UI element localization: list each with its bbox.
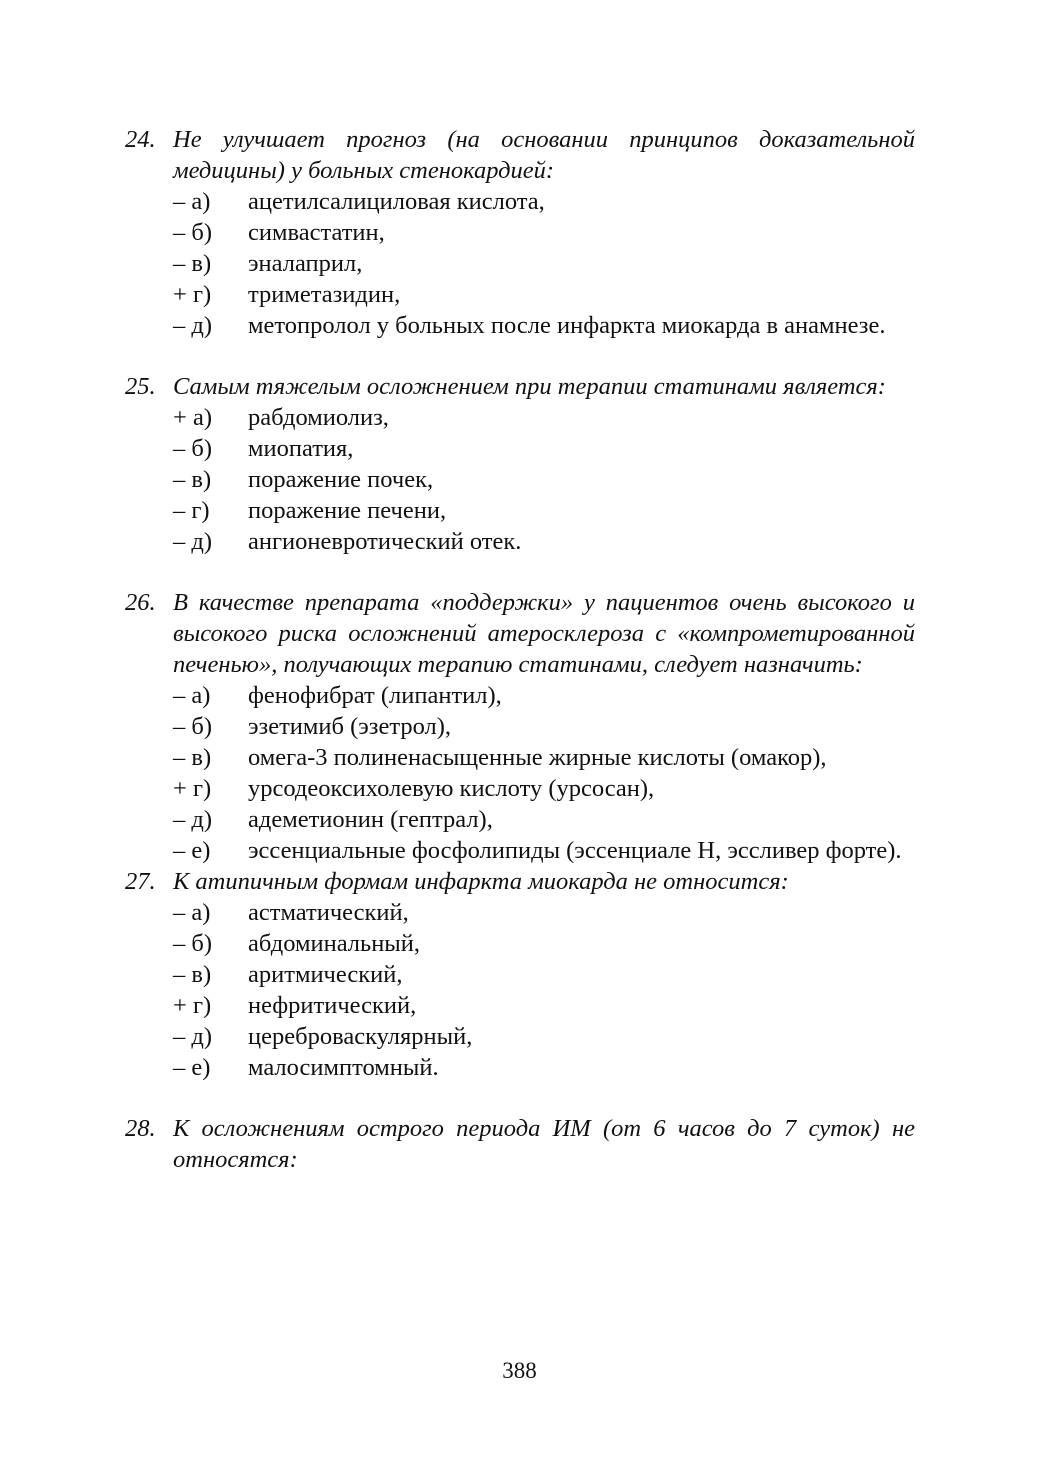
answer-option xyxy=(125,742,915,773)
answer-option xyxy=(125,1021,915,1052)
option-text: адеметионин (гептрал), xyxy=(248,806,493,833)
question-28 xyxy=(125,1113,915,1175)
answer-option xyxy=(125,804,915,835)
question-26 xyxy=(125,587,915,866)
answer-option xyxy=(125,217,915,248)
question-number: 25. xyxy=(125,373,156,400)
option-text: поражение печени, xyxy=(248,497,447,524)
question-stem: Самым тяжелым осложнением при терапии статинами является: xyxy=(173,373,886,400)
option-text: урсодеоксихолевую кислоту (урсосан), xyxy=(248,775,655,802)
question-text xyxy=(125,866,915,897)
option-marker: – е) xyxy=(173,1054,211,1081)
option-marker: – а) xyxy=(173,899,211,926)
option-text: нефритический, xyxy=(248,992,417,1019)
option-text: омега-3 полиненасыщенные жирные кислоты (омакор), xyxy=(248,744,827,771)
answer-option xyxy=(125,711,915,742)
answer-option xyxy=(125,773,915,804)
option-text: малосимптомный. xyxy=(248,1054,439,1081)
option-text: симвастатин, xyxy=(248,219,385,246)
option-marker: + а) xyxy=(173,404,212,431)
answer-options xyxy=(125,186,915,341)
option-marker: – в) xyxy=(173,961,212,988)
option-marker: – е) xyxy=(173,837,211,864)
page-content xyxy=(125,124,915,1175)
option-marker: – б) xyxy=(173,219,212,246)
option-marker: – б) xyxy=(173,713,212,740)
answer-option xyxy=(125,959,915,990)
answer-options xyxy=(125,897,915,1083)
answer-option xyxy=(125,464,915,495)
option-text: поражение почек, xyxy=(248,466,434,493)
option-text: ангионевротический отек. xyxy=(248,528,522,555)
option-marker: – д) xyxy=(173,806,212,833)
answer-option xyxy=(125,990,915,1021)
question-stem: Не улучшает прогноз (на основании принципов доказательной медицины) у больных стенокардией: xyxy=(173,126,915,184)
answer-option xyxy=(125,835,915,866)
option-marker: – в) xyxy=(173,466,212,493)
option-marker: – д) xyxy=(173,528,212,555)
answer-option xyxy=(125,897,915,928)
option-marker: – в) xyxy=(173,744,212,771)
page-number: 388 xyxy=(502,1358,537,1383)
question-stem: К осложнениям острого периода ИМ (от 6 часов до 7 суток) не относятся: xyxy=(173,1115,915,1173)
question-number: 28. xyxy=(125,1115,156,1142)
option-marker: – д) xyxy=(173,1023,212,1050)
option-text: аритмический, xyxy=(248,961,403,988)
question-24 xyxy=(125,124,915,341)
answer-option xyxy=(125,248,915,279)
answer-option xyxy=(125,495,915,526)
answer-option xyxy=(125,1052,915,1083)
option-marker: – в) xyxy=(173,250,212,277)
question-number: 27. xyxy=(125,868,156,895)
option-text: фенофибрат (липантил), xyxy=(248,682,502,709)
option-text: рабдомиолиз, xyxy=(248,404,389,431)
option-text: метопролол у больных после инфаркта миокарда в анамнезе. xyxy=(248,312,886,339)
answer-option xyxy=(125,310,915,341)
answer-option xyxy=(125,433,915,464)
question-text xyxy=(125,587,915,680)
option-text: миопатия, xyxy=(248,435,354,462)
answer-option xyxy=(125,402,915,433)
question-text xyxy=(125,1113,915,1175)
option-marker: – а) xyxy=(173,682,211,709)
question-stem: В качестве препарата «поддержки» у пациентов очень высокого и высокого риска осложнений атеросклероза с «компрометированной печенью», получающих терапию статинами, следует назначить: xyxy=(173,589,915,678)
option-marker: – б) xyxy=(173,930,212,957)
question-stem: К атипичным формам инфаркта миокарда не относится: xyxy=(173,868,789,895)
answer-option xyxy=(125,928,915,959)
option-text: эссенциальные фосфолипиды (эссенциале Н, эссливер форте). xyxy=(248,837,902,864)
answer-option xyxy=(125,186,915,217)
option-text: эзетимиб (эзетрол), xyxy=(248,713,452,740)
option-text: цереброваскулярный, xyxy=(248,1023,473,1050)
question-25 xyxy=(125,371,915,557)
option-text: триметазидин, xyxy=(248,281,401,308)
question-text xyxy=(125,124,915,186)
answer-option xyxy=(125,526,915,557)
option-marker: – б) xyxy=(173,435,212,462)
answer-option xyxy=(125,680,915,711)
option-marker: + г) xyxy=(173,281,212,308)
question-number: 26. xyxy=(125,589,156,616)
option-marker: – а) xyxy=(173,188,211,215)
option-marker: – г) xyxy=(173,497,210,524)
option-marker: + г) xyxy=(173,775,212,802)
question-27 xyxy=(125,866,915,1083)
answer-options xyxy=(125,680,915,866)
option-text: астматический, xyxy=(248,899,409,926)
option-text: абдоминальный, xyxy=(248,930,421,957)
option-text: эналаприл, xyxy=(248,250,363,277)
answer-option xyxy=(125,279,915,310)
question-number: 24. xyxy=(125,126,156,153)
question-text xyxy=(125,371,915,402)
option-marker: – д) xyxy=(173,312,212,339)
answer-options xyxy=(125,402,915,557)
option-text: ацетилсалициловая кислота, xyxy=(248,188,545,215)
option-marker: + г) xyxy=(173,992,212,1019)
